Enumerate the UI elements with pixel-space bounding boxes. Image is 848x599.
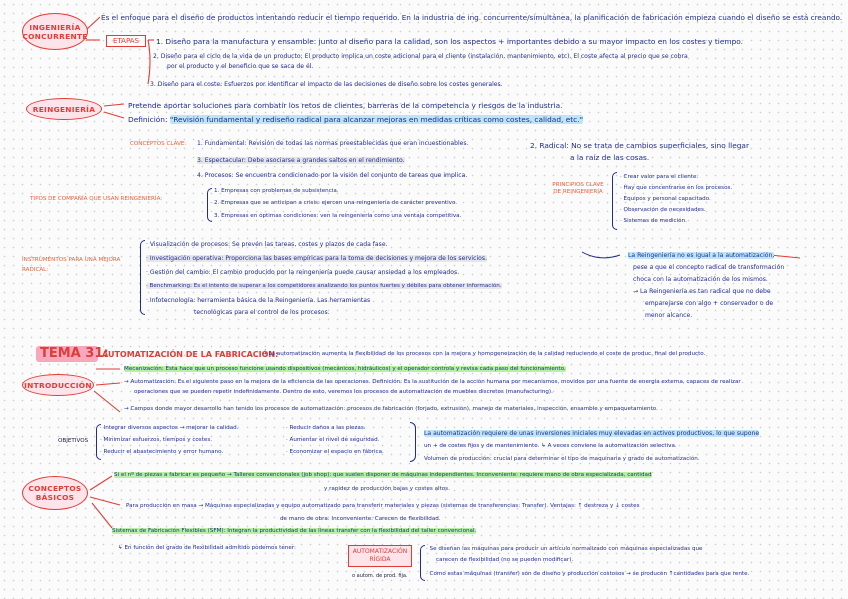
- tema-intro-text: → La automatización aumenta la flexibilidad de los procesos con la mejora y homogeneización de la calidad reduciendo el coste de produc. final del producto.: [262, 351, 706, 357]
- tipos-compania-label: TIPOS DE COMPAÑÍA QUE USAN REINGENIERÍA:: [30, 196, 163, 202]
- reingenieria-bubble: [26, 98, 102, 120]
- inv1-text: La automatización requiere de unas inversiones iniciales muy elevadas en activos productivos, lo que supone: [424, 430, 760, 437]
- tipo-1: 1. Empresas con problemas de subsistencia.: [214, 188, 339, 194]
- introduccion-bubble: [22, 374, 94, 396]
- automatizacion-b: operaciones que se pueden repetir indefinidamente. Dentro de esto, veremos los procesos de automatización de muebles discretos (manufacturing).: [134, 389, 553, 395]
- objetivos-label: OBJETIVOS: [58, 438, 89, 444]
- ic-bubble-label: INGENIERÍA CONCURRENTE: [22, 22, 88, 41]
- objetivo-1: · Integrar diversos aspectos → mejorar la calidad.: [100, 425, 239, 431]
- inversion-2: un + de costes fijos y de mantenimiento. ↳ A veces conviene la automatización selectiva.: [424, 443, 677, 449]
- basico-2a: Para producción en masa → Máquinas especializadas y equipo automatizado para transferir materiales y piezas (sistemas de transferencias: Transfer). Ventajas: ↑ destreza y ↓ costes: [126, 503, 640, 509]
- cb-bubble-label: CONCEPTOS BÁSICOS: [28, 484, 82, 502]
- instrumento-1: · Visualización de procesos: Se prevén las tareas, costes y plazos de cada fase.: [146, 241, 388, 248]
- b1a-text: Si el nº de piezas a fabricar es pequeño → Talleres convencionales (job shop): que suelen disponer de máquinas independientes. Inconveniente: requiere mano de obra especializada, cantidad: [114, 472, 652, 478]
- re-concepto-1: 1. Fundamental: Revisión de todas las normas preestablecidas que eran incuestionables.: [197, 140, 469, 147]
- note-line-5: emparejarse con algo + conservador o de: [645, 300, 774, 307]
- ingenieria-concurrente-bubble: [22, 13, 88, 50]
- inversion-1: [424, 430, 759, 438]
- note-line-1: [628, 252, 774, 260]
- mecanizacion: [124, 366, 566, 373]
- campos: → Campos donde mayor desarrollo han tenido los procesos de automatización: procesos de fabricación (forjado, extrusión), manejo de materiales, inspección, ensamble y empaquetamiento.: [124, 406, 658, 412]
- principio-1: · Crear valor para el cliente.: [620, 174, 699, 180]
- tipo-2: 2. Empresas que se anticipan a crisis: ejercen una reingeniería de carácter preventivo.: [214, 200, 458, 206]
- re-def-text: "Revisión fundamental y rediseño radical para alcanzar mejoras en medidas críticas como costes, calidad, etc.": [169, 115, 583, 124]
- instrumento-4: [146, 283, 502, 290]
- principio-5: · Sistemas de medición.: [620, 218, 687, 224]
- ic-etapa-2a: 2. Diseño para el ciclo de la vida de un producto: El producto implica un coste adicional para el cliente (instalación, mantenimiento, etc). El coste afecta al precio que se cobra: [153, 53, 688, 60]
- basico-3: [112, 528, 476, 535]
- automatizacion-a: → Automatización: Es el siguiente paso en la mejora de la eficiencia de las operaciones. Definición: Es la sustitución de la acción humana por mecanismos, movidos por una fuente de energía externa, capaces de realizar: [124, 379, 741, 385]
- principio-2: · Hay que concentrarse en los procesos.: [620, 185, 733, 191]
- principio-4: · Observación de necesidades.: [620, 207, 706, 213]
- principio-3: · Equipos y personal capacitado.: [620, 196, 711, 202]
- i2-text: · Investigación operativa: Proporciona las bases empíricas para la toma de decisiones y mejora de los servicios.: [146, 255, 488, 262]
- etapas-box: [106, 35, 146, 47]
- re-definition: [128, 115, 583, 124]
- rigida-note: o autom. de prod. fija.: [352, 573, 408, 579]
- tipo-3: 3. Empresas en óptimas condiciones: ven la reingeniería como una ventaja competitiva.: [214, 213, 462, 219]
- instrumentos-brace: [140, 240, 145, 315]
- tema-title: TEMA 31:: [40, 346, 109, 361]
- mecan-text: Mecanización: Esta hace que un proceso funcione usando dispositivos (mecánicos, hidráulicos) y el operador controla y revisa cada paso del funcionamiento.: [124, 366, 566, 372]
- b3-text: Sistemas de Fabricación Flexibles (SFM): Integran la productividad de las líneas transfer con la flexibilidad del taller convencional.: [112, 528, 477, 534]
- re-concepto-2a: 2. Radical: No se trata de cambios superficiales, sino llegar: [530, 141, 749, 150]
- etapas-label: ETAPAS: [113, 37, 139, 45]
- re-concepto-2b: a la raíz de las cosas.: [570, 153, 650, 162]
- note-line-4: → La Reingeniería es tan radical que no debe: [633, 288, 771, 295]
- ic-etapa-1: 1. Diseño para la manufactura y ensamble: junto al diseño para la calidad, son los aspectos + importantes debido a su mayor impacto en los costes y tiempo.: [156, 37, 744, 46]
- ic-etapa-3: 3. Diseño para el coste: Esfuerzos por identificar el impacto de las decisiones de diseño sobre los costes generales.: [150, 81, 503, 88]
- objetivos-brace-right: [410, 422, 416, 462]
- instrumento-3: · Gestión del cambio: El cambio producido por la reingeniería puede causar ansiedad a los empleados.: [146, 269, 460, 276]
- instrumento-5b: tecnológicas para el control de los procesos.: [194, 309, 330, 316]
- re-concepto-3: [197, 157, 405, 165]
- ic-etapa-2b: por el producto y el beneficio que se saca de él.: [167, 63, 314, 70]
- instrumento-5a: · Infotecnología: herramienta básica de la Reingeniería. Las herramientas: [146, 297, 371, 304]
- i4-text: · Benchmarking: Es el intento de superar a los competidores analizando los puntos fuertes y débiles para obtener información.: [146, 283, 502, 289]
- note-line-2: pese a que el concepto radical de transformación: [633, 264, 785, 271]
- conceptos-basicos-bubble: [22, 476, 88, 510]
- rigida-1a: · Se diseñan las máquinas para producir un artículo normalizado con máquinas especializadas que: [426, 546, 703, 552]
- instrumentos-label: INSTRUMENTOS PARA UNA MEJORA RADICAL:: [22, 257, 121, 273]
- re-c3-text: 3. Espectacular: Debe asociarse a grandes saltos en el rendimiento.: [197, 157, 405, 164]
- re-pretende: Pretende aportar soluciones para combatir los retos de clientes, barreras de la competencia y riesgos de la industria.: [128, 101, 563, 110]
- basico-1a: [114, 472, 652, 479]
- objetivo-6: · Economizar el espacio en fábrica.: [286, 449, 384, 455]
- ic-definition: Es el enfoque para el diseño de productos intentando reducir el tiempo requerido. En la industria de ing. concurrente/simultánea, la planificación de fabricación empieza cuando el diseño se está creando.: [101, 13, 843, 22]
- rigida-label: AUTOMATIZACIÓN RÍGIDA: [352, 548, 408, 563]
- note-line-3: choca con la automatización de los mismos.: [633, 276, 768, 283]
- basico-1b: y rapidez de producción bajas y costes altos.: [324, 486, 450, 492]
- instrumento-2: [146, 255, 487, 263]
- automatizacion-rigida-box: [348, 545, 412, 567]
- principios-clave-label: PRINCIPIOS CLAVE DE REINGENIERÍA: [552, 182, 604, 195]
- inversion-3: Volumen de producción: crucial para determinar el tipo de maquinaria y grado de automatización.: [424, 456, 700, 462]
- rigida-2: · Como estas máquinas (transfer) son de diseño y producción costosos → se producen ↑cantidades para que rente.: [426, 571, 750, 577]
- objetivo-5: · Aumentar el nivel de seguridad.: [286, 437, 380, 443]
- note1-text: La Reingeniería no es igual a la automatización,: [628, 252, 775, 259]
- re-def-label: Definición:: [128, 115, 168, 124]
- rigida-1b: carecen de flexibilidad (no se pueden modificar).: [436, 557, 574, 563]
- intro-bubble-label: INTRODUCCIÓN: [24, 380, 92, 390]
- principios-brace: [612, 172, 617, 230]
- rigida-brace: [420, 545, 425, 581]
- re-bubble-label: REINGENIERÍA: [32, 104, 96, 114]
- basico-2b: de mano de obra. Inconveniente: Carecen de flexibilidad.: [280, 516, 441, 522]
- tipos-brace: [207, 188, 212, 222]
- objetivo-4: · Reducir daños a las piezas.: [286, 425, 366, 431]
- basico-4: ↳ En función del grado de flexibilidad admitido podemos tener:: [118, 545, 296, 551]
- note-line-6: menor alcance.: [645, 312, 693, 319]
- re-concepto-4: 4. Procesos: Se encuentra condicionado por la visión del conjunto de tareas que implica.: [197, 172, 468, 179]
- tema-subtitle: AUTOMATIZACIÓN DE LA FABRICACIÓN:: [102, 350, 279, 359]
- objetivo-3: · Reducir el abastecimiento y error humano.: [100, 449, 224, 455]
- objetivo-2: · Minimizar esfuerzos, tiempos y costes.: [100, 437, 213, 443]
- conceptos-clave-label: CONCEPTOS CLAVE:: [130, 141, 187, 147]
